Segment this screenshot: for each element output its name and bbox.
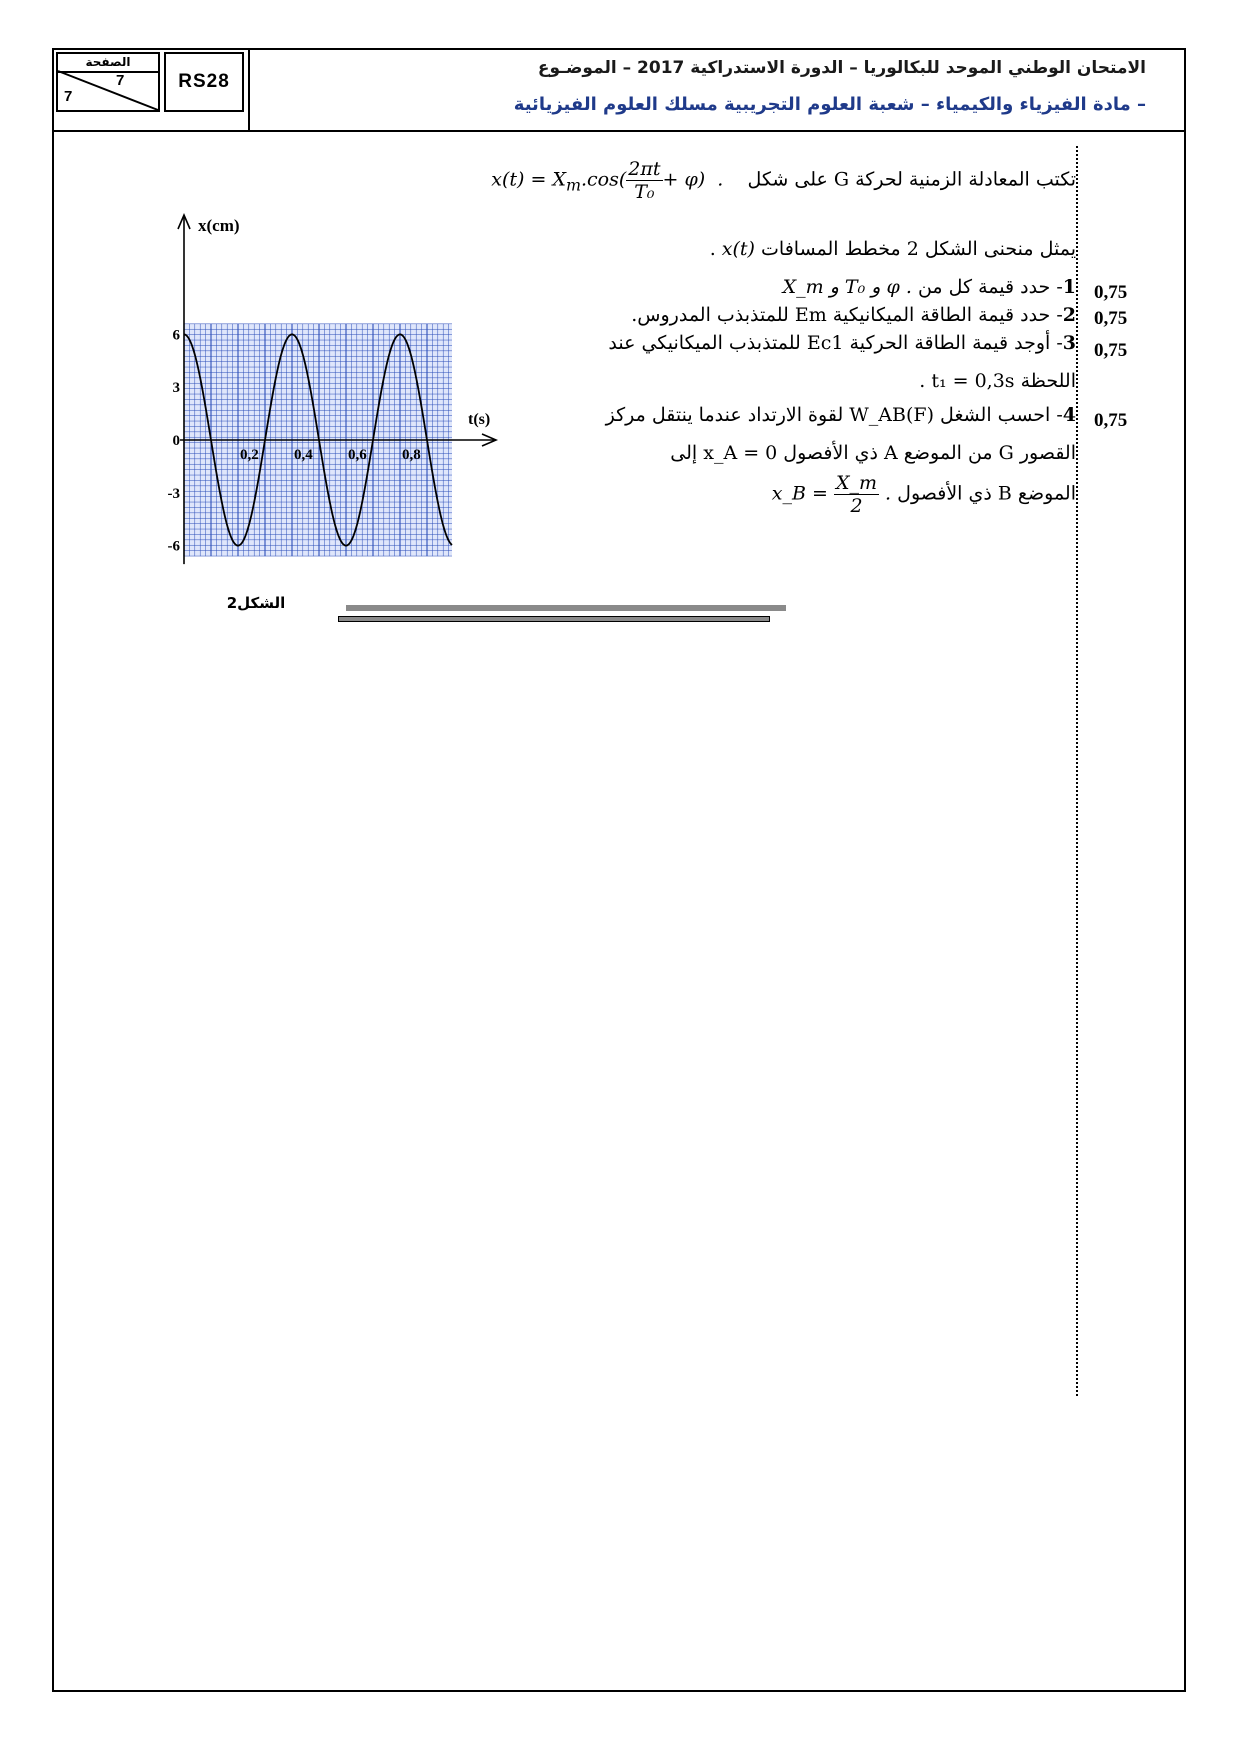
score-q2: 0,75 bbox=[1094, 308, 1128, 329]
x-tick-label: 0,6 bbox=[348, 447, 367, 463]
page-frame bbox=[52, 48, 1186, 1692]
page-number-box bbox=[56, 52, 160, 112]
x-tick-label: 0,8 bbox=[402, 447, 421, 463]
x-tick-label: 0,4 bbox=[294, 447, 313, 463]
y-tick-label: 3 bbox=[172, 380, 180, 397]
y-tick-label: 6 bbox=[172, 327, 180, 344]
score-q1: 0,75 bbox=[1094, 282, 1128, 303]
question-4-line-3 bbox=[772, 472, 1076, 517]
q2-number: 2 bbox=[1062, 304, 1076, 326]
exam-title: الامتحان الوطني الموحد للبكالوريا – الدورة الاستدراكية 2017 – الموضـوع bbox=[537, 58, 1146, 78]
subject-title: – مادة الفيزياء والكيمياء – شعبة العلوم التجريبية مسلك العلوم الفيزيائية bbox=[513, 94, 1146, 115]
page-box-diagonal bbox=[58, 71, 158, 111]
page-number: 7 bbox=[64, 88, 73, 105]
intro-line-1-text: تكتب المعادلة الزمنية لحركة G على شكل bbox=[747, 168, 1076, 191]
score-q3: 0,75 bbox=[1094, 340, 1128, 361]
q4-xb-expression: x_B = $\frac{X\_m}{2}$ . bbox=[771, 472, 892, 517]
score-q4: 0,75 bbox=[1094, 410, 1128, 431]
q3-text: - أوجد قيمة الطاقة الحركية Ec1 للمتذبذب الميكانيكي عند bbox=[608, 332, 1063, 354]
equation-motion bbox=[491, 158, 723, 203]
q1-text: - حدد قيمة كل من bbox=[917, 276, 1063, 298]
exam-code: RS28 bbox=[164, 52, 244, 112]
x-axis-label: t(s) bbox=[468, 411, 491, 428]
q1-number: 1 bbox=[1062, 276, 1076, 298]
question-2 bbox=[631, 304, 1076, 326]
y-tick-label: 0 bbox=[172, 433, 180, 449]
margin-divider bbox=[1076, 146, 1078, 1396]
title-area bbox=[248, 50, 1186, 130]
q4-text: - احسب الشغل W_AB(F) لقوة الارتداد عندما ينتقل مركز bbox=[605, 404, 1063, 426]
question-4 bbox=[606, 404, 1076, 426]
chart-figure-2 bbox=[104, 205, 491, 613]
intro-line-2: يمثل منحنى الشكل 2 مخطط المسافات x(t) . bbox=[709, 238, 1076, 260]
end-separator-top bbox=[346, 605, 786, 611]
eq-frac-top: 2πt bbox=[628, 158, 661, 180]
x-tick-label: 0,2 bbox=[240, 447, 259, 463]
header bbox=[54, 50, 1184, 132]
eq-fraction bbox=[626, 158, 662, 203]
eq-end: + φ) bbox=[662, 168, 706, 191]
q4-xb-fraction bbox=[834, 472, 879, 517]
question-3 bbox=[608, 332, 1076, 354]
y-tick-label: -6 bbox=[167, 538, 180, 555]
y-tick-label: -3 bbox=[167, 485, 180, 502]
end-separator-bottom bbox=[338, 616, 770, 622]
q4-frac-bot: 2 bbox=[850, 495, 863, 517]
q4-number: 4 bbox=[1062, 404, 1076, 426]
question-3-line-2: اللحظة t₁ = 0,3s . bbox=[919, 370, 1076, 392]
q4-frac-top: X_m bbox=[835, 472, 878, 494]
q4-line3-text: الموضع B ذي الأفصول bbox=[897, 482, 1076, 505]
intro-line-2-text: يمثل منحنى الشكل 2 مخطط المسافات bbox=[761, 238, 1076, 260]
eq-cos: .cos( bbox=[581, 168, 627, 191]
eq-frac-bot: T₀ bbox=[634, 181, 655, 203]
intro-line-1 bbox=[491, 158, 1076, 203]
q4-xb-lhs: x_B = bbox=[771, 482, 828, 505]
question-4-line-2: القصور G من الموضع A ذي الأفصول x_A = 0 إلى bbox=[670, 442, 1076, 464]
q3-number: 3 bbox=[1062, 332, 1076, 354]
page-total: 7 bbox=[116, 72, 125, 89]
q2-text: - حدد قيمة الطاقة الميكانيكية Em للمتذبذب المدروس. bbox=[631, 304, 1063, 326]
y-axis-label: x(cm) bbox=[198, 216, 240, 235]
question-1 bbox=[783, 276, 1076, 298]
intro-line-2-math: x(t) bbox=[721, 238, 755, 260]
page-label: الصفحة bbox=[58, 54, 158, 73]
eq-dot: . bbox=[717, 168, 724, 191]
figure-caption: الشكل2 bbox=[226, 594, 286, 613]
eq-lhs: x(t) = X bbox=[491, 168, 566, 191]
eq-sub: m bbox=[565, 175, 581, 195]
q1-math: X_m و T₀ و φ . bbox=[782, 276, 912, 298]
